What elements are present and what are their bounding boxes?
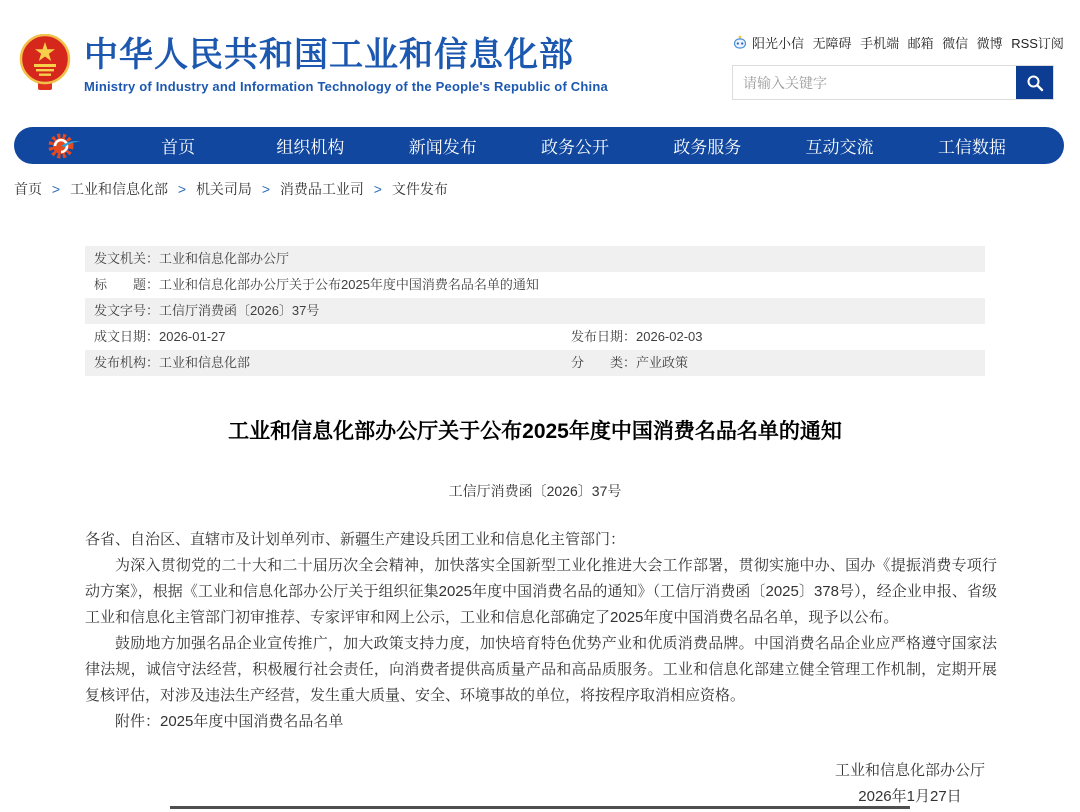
meta-cell	[571, 324, 703, 350]
meta-value: 工信厅消费函〔2026〕37号	[159, 303, 320, 318]
meta-value: 工业和信息化部办公厅关于公布2025年度中国消费名品名单的通知	[159, 277, 539, 292]
breadcrumb-departments[interactable]: 机关司局	[195, 181, 252, 197]
breadcrumb-separator: >	[373, 181, 382, 197]
meta-label: 发布机构：	[94, 355, 160, 370]
link-mobile[interactable]	[860, 33, 899, 52]
signature-block	[835, 758, 985, 810]
attachment-table-top-border	[170, 806, 910, 809]
meta-cell	[571, 350, 688, 376]
meta-cell	[94, 324, 571, 350]
meta-value: 2026-02-03	[636, 329, 703, 344]
breadcrumb-separator: >	[177, 181, 187, 197]
search-bar	[732, 65, 1054, 100]
miit-gear-e-icon	[48, 132, 82, 160]
meta-row-doc-number	[85, 298, 985, 324]
quick-links	[732, 33, 1064, 52]
robot-icon	[732, 35, 748, 51]
meta-cell	[94, 350, 571, 376]
site-subtitle: Ministry of Industry and Information Technology of the People's Republic of China	[84, 79, 608, 94]
meta-cell	[94, 246, 571, 272]
breadcrumb-document-release[interactable]: 文件发布	[391, 181, 448, 197]
nav-item-gov-disclosure[interactable]: 政务公开	[540, 138, 609, 157]
link-rss[interactable]	[1011, 33, 1064, 52]
site-header	[0, 0, 1080, 127]
meta-value: 工业和信息化部	[159, 355, 251, 370]
national-emblem-icon	[18, 34, 72, 96]
link-sunshine-assistant[interactable]	[732, 33, 804, 52]
meta-row-issuing-office	[85, 246, 985, 272]
quick-link-label: 微信	[942, 36, 969, 51]
document-meta-table	[85, 246, 985, 376]
paragraph: 鼓励地方加强名品企业宣传推广，加大政策支持力度，加快培育特色优势产业和优质消费品牌。中国消费名品企业应严格遵守国家法律法规，诚信守法经营，积极履行社会责任，向消费者提供高质量产品和高品质服务。工业和信息化部建立健全管理工作机制，定期开展复核评估，对涉及违法生产经营，发生重大质量、安全、环境事故的单位，将按程序取消相应资格。	[85, 635, 997, 704]
link-accessibility[interactable]	[813, 33, 852, 52]
link-wechat[interactable]	[942, 33, 968, 52]
meta-label: 成文日期：	[94, 329, 160, 344]
breadcrumb-miit[interactable]: 工业和信息化部	[69, 181, 168, 197]
site-title: 中华人民共和国工业和信息化部	[84, 36, 574, 74]
nav-item-news[interactable]: 新闻发布	[408, 138, 477, 157]
meta-label: 发布日期：	[571, 329, 637, 344]
meta-cell	[94, 298, 571, 324]
article-title: 工业和信息化部办公厅关于公布2025年度中国消费名品名单的通知	[228, 420, 842, 444]
quick-link-label: 邮箱	[907, 36, 934, 51]
meta-value: 工业和信息化部办公厅	[159, 251, 290, 266]
quick-link-label: RSS订阅	[1011, 36, 1064, 51]
nav-item-gov-services[interactable]: 政务服务	[673, 138, 742, 157]
search-input[interactable]	[733, 66, 1016, 99]
quick-link-label: 阳光小信	[752, 36, 805, 51]
article-body	[85, 527, 997, 735]
attachment-line: 附件：2025年度中国消费名品名单	[115, 713, 344, 730]
article-doc-number: 工信厅消费函〔2026〕37号	[448, 483, 622, 499]
breadcrumb-separator: >	[261, 181, 271, 197]
meta-row-dates	[85, 324, 985, 350]
header-utilities	[732, 33, 1064, 100]
meta-cell	[94, 272, 571, 298]
search-icon	[1026, 74, 1044, 92]
breadcrumb-home[interactable]: 首页	[14, 181, 42, 197]
nav-home-logo[interactable]	[48, 132, 112, 160]
meta-label: 发文字号：	[94, 303, 160, 318]
nav-item-home[interactable]: 首页	[161, 138, 196, 157]
breadcrumb	[14, 179, 448, 199]
signature-date: 2026年1月27日	[858, 788, 962, 805]
link-weibo[interactable]	[977, 33, 1003, 52]
meta-value: 2026-01-27	[159, 329, 226, 344]
nav-item-interaction[interactable]: 互动交流	[805, 138, 874, 157]
quick-link-label: 手机端	[860, 36, 900, 51]
paragraph: 为深入贯彻党的二十大和二十届历次全会精神，加快落实全国新型工业化推进大会工作部署，贯彻实施中办、国办《提振消费专项行动方案》，根据《工业和信息化部办公厅关于组织征集2025年度中国消费名品的通知》（工信厅消费函〔2025〕378号），经企业申报、省级工业和信息化主管部门初审推荐、专家评审和网上公示，工业和信息化部确定了2025年度中国消费名品名单，现予以公布。	[85, 557, 997, 626]
breadcrumb-consumer-goods-dept[interactable]: 消费品工业司	[279, 181, 364, 197]
main-nav	[14, 127, 1064, 164]
brand-text	[84, 34, 608, 94]
site-brand[interactable]	[18, 34, 608, 96]
meta-label: 分 类：	[571, 355, 637, 370]
meta-label: 发文机关：	[94, 251, 160, 266]
link-mail[interactable]	[908, 33, 934, 52]
signature-org: 工业和信息化部办公厅	[834, 762, 985, 779]
nav-item-data[interactable]: 工信数据	[937, 138, 1006, 157]
meta-label: 标 题：	[94, 277, 160, 292]
quick-link-label: 无障碍	[812, 36, 852, 51]
breadcrumb-separator: >	[51, 181, 61, 197]
search-button[interactable]	[1016, 66, 1053, 99]
salutation: 各省、自治区、直辖市及计划单列市、新疆生产建设兵团工业和信息化主管部门：	[85, 531, 626, 548]
quick-link-label: 微博	[976, 36, 1003, 51]
meta-row-title	[85, 272, 985, 298]
meta-value: 产业政策	[636, 355, 689, 370]
meta-row-publisher-category	[85, 350, 985, 376]
nav-item-organization[interactable]: 组织机构	[276, 138, 345, 157]
